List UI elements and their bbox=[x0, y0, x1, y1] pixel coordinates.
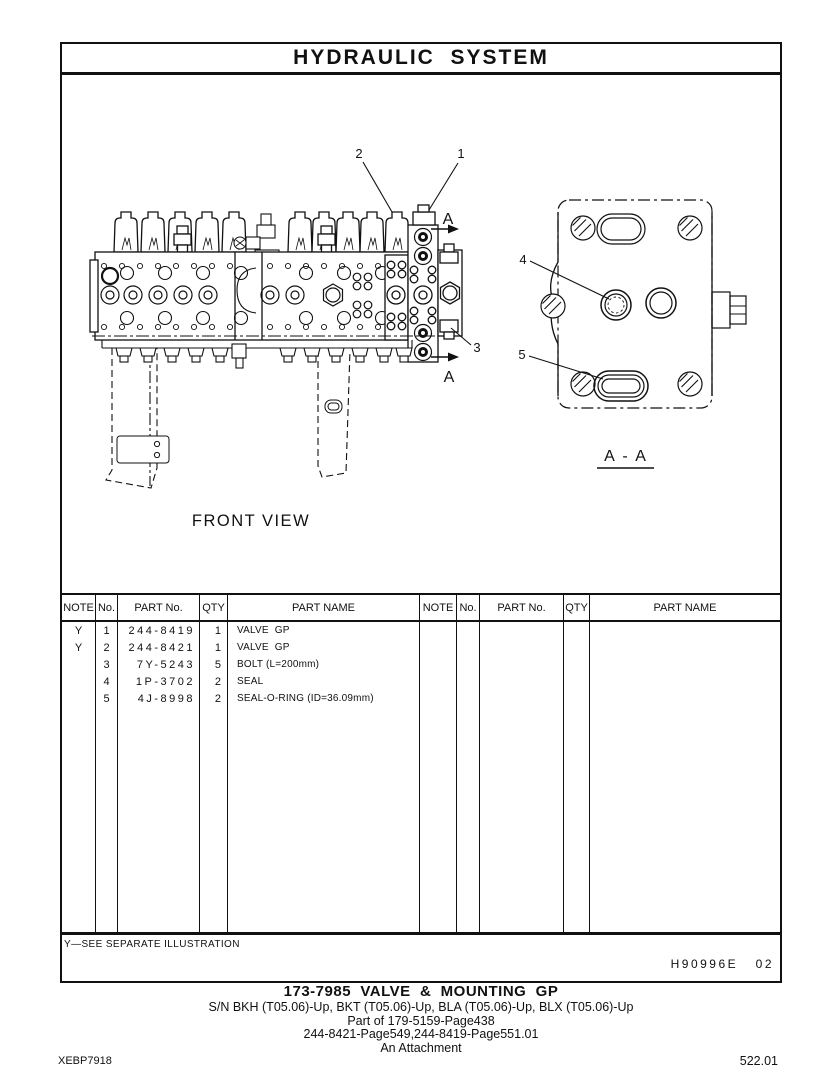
bracket-plate bbox=[117, 436, 169, 463]
column-qty bbox=[200, 595, 228, 932]
part-of-line: Part of 179-5159-Page438 bbox=[347, 1013, 495, 1028]
parts-table bbox=[60, 593, 782, 935]
column-part-no bbox=[118, 595, 200, 932]
leg-slot bbox=[325, 400, 342, 413]
cell-note bbox=[62, 690, 95, 707]
cell-part-name: VALVE GP bbox=[237, 625, 290, 636]
callout-3-label: 3 bbox=[473, 340, 481, 355]
cell-note: Y bbox=[74, 624, 83, 637]
column-header-no: No. bbox=[457, 595, 479, 622]
cell-no: 1 bbox=[103, 624, 110, 637]
callout-4-label: 4 bbox=[519, 252, 527, 267]
column-note bbox=[62, 595, 96, 932]
column-header-note: NOTE bbox=[420, 595, 456, 622]
seal-bore-right bbox=[646, 288, 676, 318]
column-qty-2 bbox=[564, 595, 590, 932]
document-code: XEBP7918 bbox=[58, 1055, 112, 1067]
column-header-qty: QTY bbox=[564, 595, 589, 622]
column-header-part-name: PART NAME bbox=[228, 595, 419, 622]
column-header-part-name: PART NAME bbox=[590, 595, 780, 622]
column-header-qty: QTY bbox=[200, 595, 227, 622]
side-connector bbox=[712, 292, 746, 328]
parts-table-left-half bbox=[62, 595, 420, 932]
cell-no: 3 bbox=[103, 658, 110, 671]
top-slot bbox=[597, 214, 645, 244]
table-footnote: Y—SEE SEPARATE ILLUSTRATION bbox=[64, 939, 240, 950]
callout-1-label: 1 bbox=[457, 146, 465, 161]
valve-body bbox=[90, 252, 415, 340]
revision-code: H90996E 02 bbox=[670, 957, 774, 971]
serial-number-line: S/N BKH (T05.06)-Up, BKT (T05.06)-Up, BLA (T05.06)-Up, BLX (T05.06)-Up bbox=[208, 1000, 634, 1014]
column-header-part-no: PART No. bbox=[118, 595, 199, 622]
column-note-2 bbox=[420, 595, 457, 932]
column-no-2 bbox=[457, 595, 480, 932]
seal-bore-item4 bbox=[601, 290, 631, 320]
cell-qty: 5 bbox=[214, 658, 221, 671]
page-number: 522.01 bbox=[739, 1054, 778, 1068]
cell-note bbox=[62, 673, 95, 690]
cell-qty: 1 bbox=[214, 641, 221, 654]
mount-screws bbox=[541, 216, 702, 396]
parts-table-right-half bbox=[420, 595, 780, 932]
reference-pages-line: 244-8421-Page549,244-8419-Page551.01 bbox=[303, 1027, 539, 1041]
cell-qty: 2 bbox=[214, 692, 221, 705]
column-part-name-2 bbox=[590, 595, 780, 932]
bottom-fittings bbox=[92, 336, 442, 368]
section-arrow-bottom-label: A bbox=[443, 369, 455, 386]
cell-no: 5 bbox=[103, 692, 110, 705]
callout-2-label: 2 bbox=[355, 146, 363, 161]
column-no bbox=[96, 595, 118, 932]
cell-note bbox=[62, 656, 95, 673]
callout-5-label: 5 bbox=[518, 347, 526, 362]
end-mount-plate bbox=[438, 244, 462, 339]
cell-no: 2 bbox=[103, 641, 110, 654]
assembly-title: 173-7985 VALVE & MOUNTING GP bbox=[283, 983, 559, 1000]
front-view-drawing bbox=[90, 146, 481, 530]
front-view-label: FRONT VIEW bbox=[191, 512, 311, 530]
column-header-no: No. bbox=[96, 595, 117, 622]
section-callout-leaders bbox=[529, 261, 609, 379]
cell-part-no: 4J-8998 bbox=[137, 692, 195, 705]
bottom-oring-item5 bbox=[594, 371, 648, 401]
section-view-label: A - A bbox=[604, 448, 648, 465]
footer-block bbox=[60, 984, 782, 1054]
cell-part-no: 244-8421 bbox=[128, 641, 195, 654]
page-title: HYDRAULIC SYSTEM bbox=[293, 46, 549, 69]
column-header-part-no: PART No. bbox=[480, 595, 563, 622]
cell-part-no: 7Y-5243 bbox=[136, 658, 195, 671]
mounting-leg-left bbox=[106, 348, 157, 488]
cell-part-name: SEAL-O-RING (ID=36.09mm) bbox=[237, 693, 374, 704]
cell-part-name: VALVE GP bbox=[237, 642, 290, 653]
cell-part-no: 244-8419 bbox=[128, 624, 195, 637]
section-view-drawing bbox=[518, 200, 746, 468]
cell-part-no: 1P-3702 bbox=[135, 675, 195, 688]
cell-qty: 1 bbox=[214, 624, 221, 637]
cell-no: 4 bbox=[103, 675, 110, 688]
cell-note: Y bbox=[74, 641, 83, 654]
cell-part-name: SEAL bbox=[237, 676, 264, 687]
section-arrow-top-label: A bbox=[442, 211, 454, 228]
cell-qty: 2 bbox=[214, 675, 221, 688]
column-part-name bbox=[228, 595, 419, 932]
column-header-note: NOTE bbox=[62, 595, 95, 622]
column-part-no-2 bbox=[480, 595, 564, 932]
attachment-line: An Attachment bbox=[380, 1040, 462, 1055]
cell-part-name: BOLT (L=200mm) bbox=[237, 659, 320, 670]
